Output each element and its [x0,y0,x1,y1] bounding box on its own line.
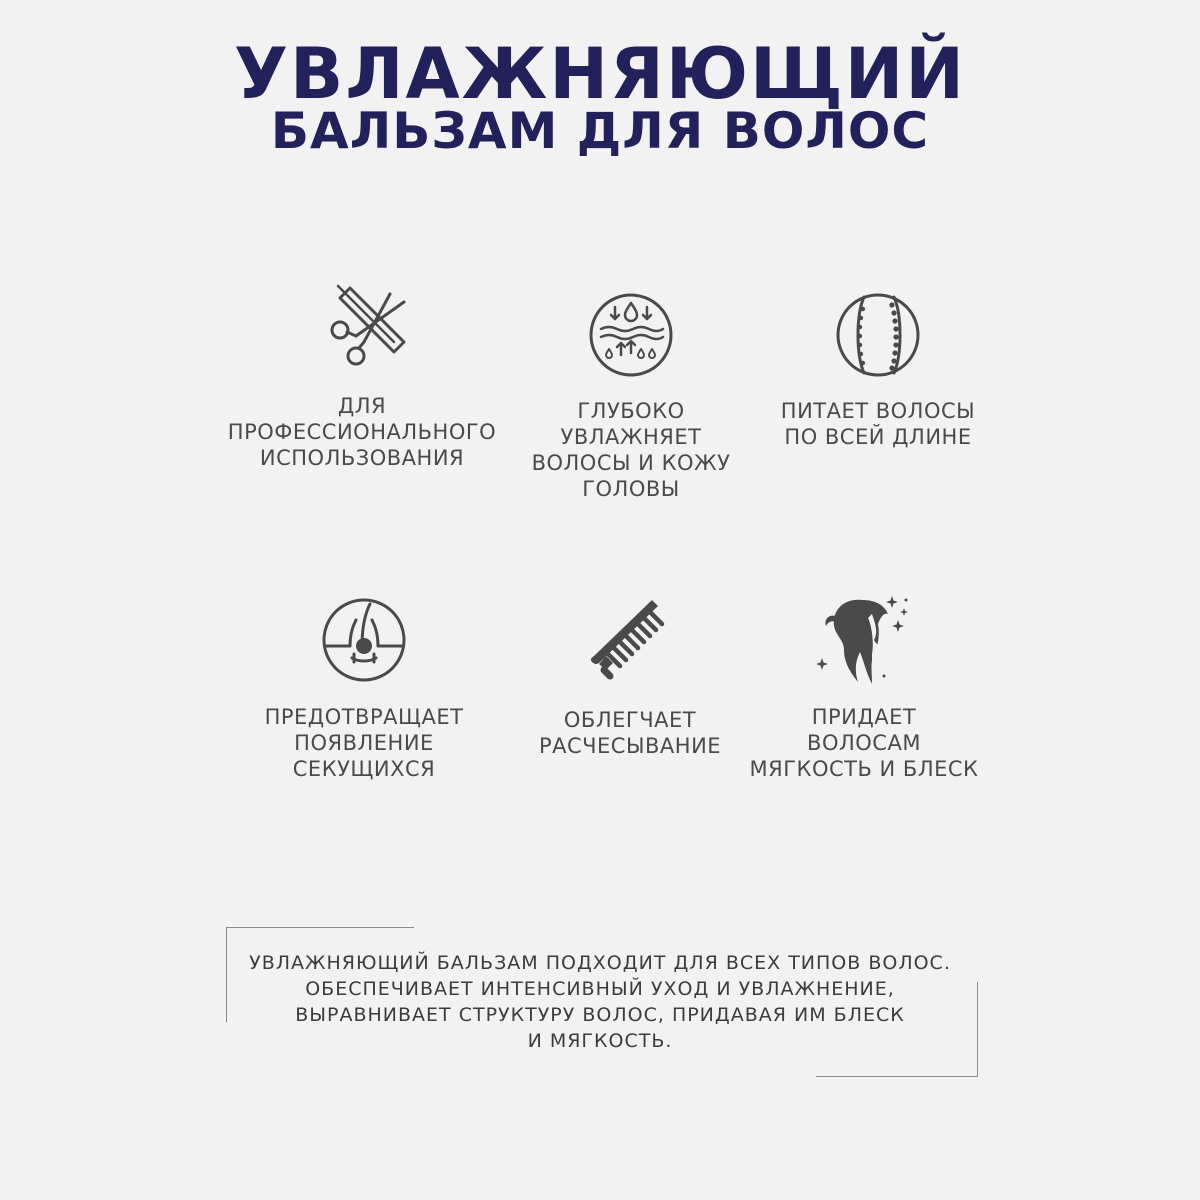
scissors-comb-icon [312,280,412,380]
frame-bottom-line [816,1076,978,1077]
title-line-1: УВЛАЖНЯЮЩИЙ [234,33,966,115]
feature-label: ПРИДАЕТ ВОЛОСАМ МЯГКОСТЬ И БЛЕСК [749,705,979,781]
frame-top-line [226,927,414,928]
feature-label: ДЛЯ ПРОФЕССИОНАЛЬНОГО ИСПОЛЬЗОВАНИЯ [227,394,497,470]
title-line-2: БАЛЬЗАМ ДЛЯ ВОЛОС [270,102,930,160]
feature-label: ГЛУБОКО УВЛАЖНЯЕТ ВОЛОСЫ И КОЖУ ГОЛОВЫ [531,399,731,501]
feature-label: ПРЕДОТВРАЩАЕТ ПОЯВЛЕНИЕ СЕКУЩИХСЯ [264,705,464,781]
hair-follicle-icon [314,590,414,690]
feature-label: ОБЛЕГЧАЕТ РАСЧЕСЫВАНИЕ [538,708,722,758]
feature-label: ПИТАЕТ ВОЛОСЫ ПО ВСЕЙ ДЛИНЕ [780,399,976,449]
shiny-hair-woman-icon [814,592,914,692]
hair-strand-icon [828,285,928,385]
deep-moisture-icon [581,285,681,385]
comb-icon [580,590,680,690]
description-text: УВЛАЖНЯЮЩИЙ БАЛЬЗАМ ПОДХОДИТ ДЛЯ ВСЕХ ТИПОВ ВОЛОС. ОБЕСПЕЧИВАЕТ ИНТЕНСИВНЫЙ УХОД И УВЛАЖНЕНИЕ, ВЫРАВНИВАЕТ СТРУКТУРУ ВОЛОС, ПРИДАВАЯ ИМ БЛЕСК И МЯГКОСТЬ. [249,952,951,1052]
